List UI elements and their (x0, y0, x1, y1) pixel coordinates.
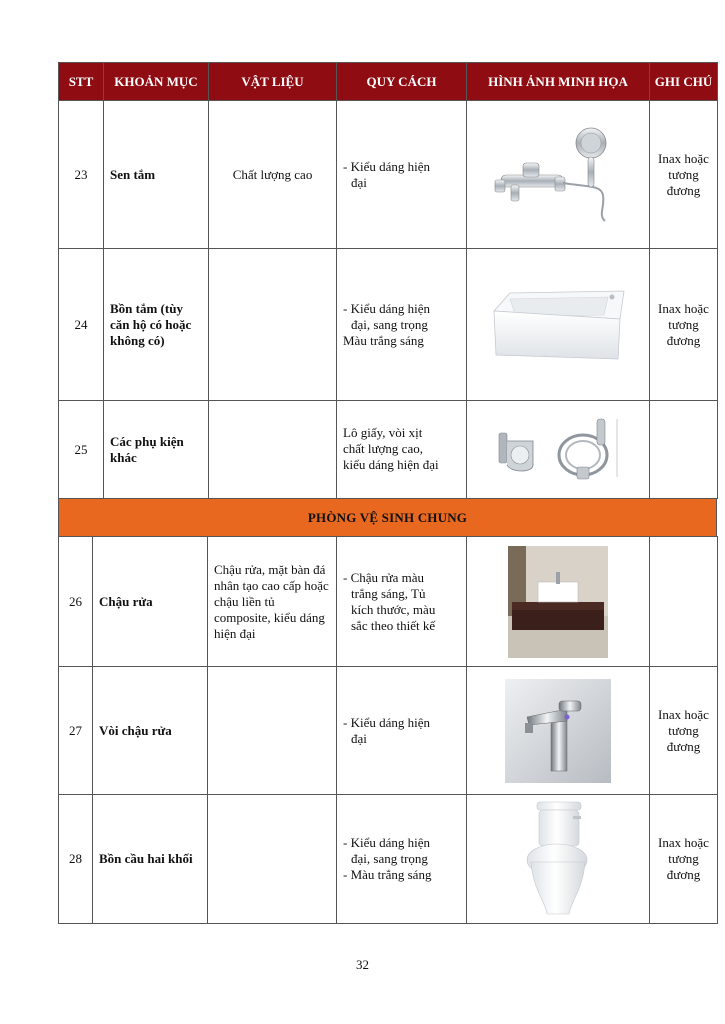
row-spec (337, 249, 467, 401)
table-row (59, 249, 718, 401)
row-item: Bồn tắm (tùy căn hộ có hoặc không có) (104, 249, 209, 401)
row-spec (337, 401, 467, 499)
row-note (650, 401, 718, 499)
row-note: Inax hoặc tương đương (650, 249, 718, 401)
row-stt: 28 (59, 795, 93, 924)
basin-faucet-icon (505, 679, 611, 783)
row-note: Inax hoặc tương đương (650, 667, 718, 795)
row-material (208, 795, 337, 924)
row-item: Chậu rửa (93, 537, 208, 667)
spec-line: đại (351, 174, 367, 190)
row-image (467, 401, 650, 499)
header-quy-cach: QUY CÁCH (337, 63, 467, 101)
row-spec (337, 795, 467, 924)
section-title: PHÒNG VỆ SINH CHUNG (59, 499, 717, 537)
table-row (59, 537, 718, 667)
spec-line: - Kiểu dáng hiện (343, 714, 431, 730)
spec-line: sắc theo thiết kế (351, 617, 436, 633)
header-vat-lieu: VẬT LIỆU (209, 63, 337, 101)
row-spec (337, 667, 467, 795)
table-row (59, 401, 718, 499)
spec-line: kích thước, màu (351, 601, 436, 617)
washbasin-cabinet-icon (508, 546, 608, 658)
row-material: Chất lượng cao (209, 101, 337, 249)
row-image (467, 101, 650, 249)
two-piece-toilet-icon (523, 800, 593, 918)
spec-line: - Kiểu dáng hiện (343, 835, 431, 850)
section-header-table (58, 498, 717, 537)
spec-line: Lô giấy, vòi xịt (343, 425, 423, 440)
accessories-icon (493, 415, 623, 485)
spec-line: - Chậu rửa màu (343, 569, 425, 585)
row-stt: 24 (59, 249, 104, 401)
row-spec (337, 101, 467, 249)
row-stt: 25 (59, 401, 104, 499)
row-material (208, 667, 337, 795)
row-image (467, 795, 650, 924)
row-item: Bồn cầu hai khối (93, 795, 208, 924)
table-row (59, 101, 718, 249)
row-material (209, 249, 337, 401)
header-khoan-muc: KHOẢN MỤC (104, 63, 209, 101)
row-item: Các phụ kiện khác (104, 401, 209, 499)
row-material: Chậu rửa, mặt bàn đá nhân tạo cao cấp hoặc chậu liền tủ composite, kiểu dáng hiện đại (208, 537, 337, 667)
spec-table-upper (58, 100, 718, 499)
row-image (467, 537, 650, 667)
spec-line: - Màu trắng sáng (343, 867, 432, 882)
row-item: Sen tắm (104, 101, 209, 249)
shower-set-icon (493, 125, 623, 225)
spec-table-header (58, 62, 718, 101)
spec-line: chất lượng cao, (343, 441, 423, 456)
spec-line: đại, sang trọng (351, 851, 428, 866)
spec-line: đại, sang trọng (351, 316, 428, 332)
row-note: Inax hoặc tương đương (650, 795, 718, 924)
row-spec (337, 537, 467, 667)
spec-table-lower (58, 536, 718, 924)
row-image (467, 667, 650, 795)
bathtub-icon (488, 285, 628, 365)
spec-line: Màu trắng sáng (343, 332, 424, 348)
spec-line: kiểu dáng hiện đại (343, 457, 439, 472)
header-ghi-chu: GHI CHÚ (650, 63, 718, 101)
row-stt: 26 (59, 537, 93, 667)
table-row (59, 667, 718, 795)
row-stt: 23 (59, 101, 104, 249)
spec-line: trắng sáng, Tủ (351, 585, 426, 601)
row-material (209, 401, 337, 499)
row-note: Inax hoặc tương đương (650, 101, 718, 249)
table-row (59, 795, 718, 924)
header-hinh-anh: HÌNH ẢNH MINH HỌA (467, 63, 650, 101)
header-stt: STT (59, 63, 104, 101)
row-stt: 27 (59, 667, 93, 795)
row-item: Vòi chậu rửa (93, 667, 208, 795)
spec-line: đại (351, 730, 367, 746)
spec-line: - Kiểu dáng hiện (343, 158, 431, 174)
spec-line: - Kiểu dáng hiện (343, 300, 431, 316)
page-number: 32 (356, 957, 369, 972)
row-image (467, 249, 650, 401)
row-note (650, 537, 718, 667)
